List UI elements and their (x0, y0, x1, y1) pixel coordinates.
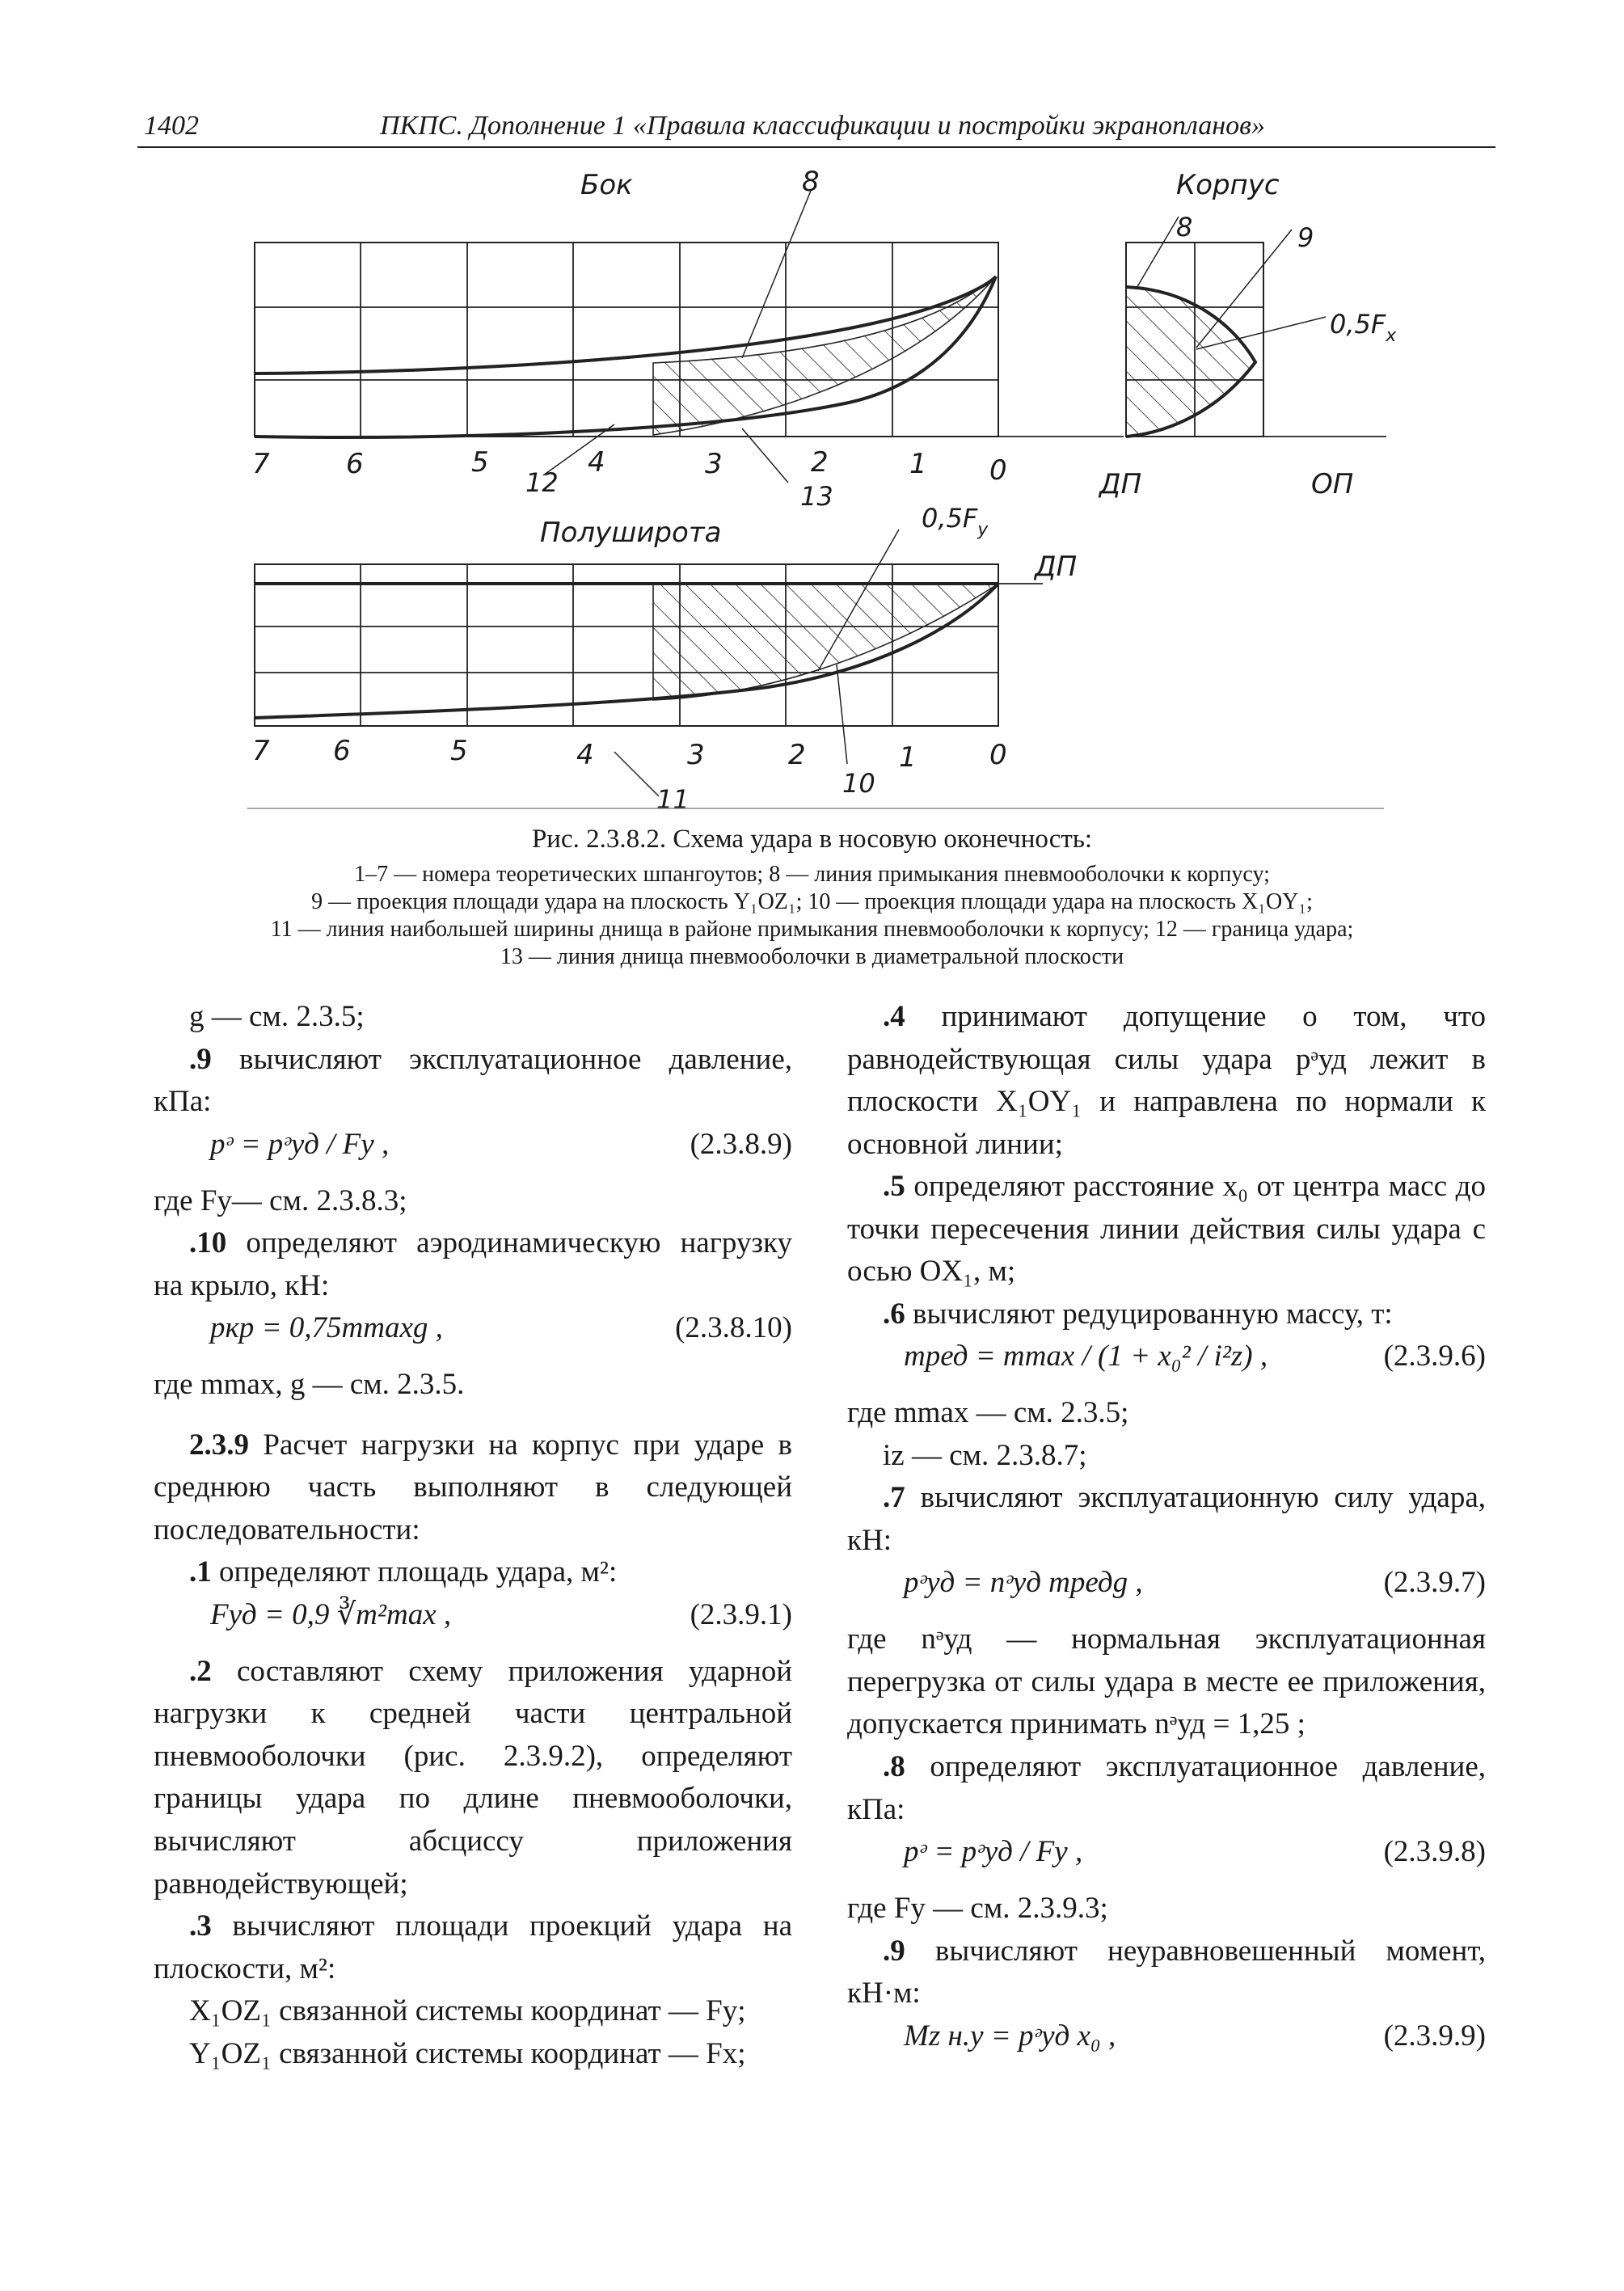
para: 2.3.9 Расчет нагрузки на корпус при ударе в среднюю часть выполняют в следующей последовательности: (154, 1428, 792, 1546)
label-dp-body: ДП (1099, 468, 1142, 500)
para: где Fy — см. 2.3.9.3; (847, 1892, 1108, 1926)
para: X₁OZ₁ связанной системы координат — Fy; (189, 1994, 746, 2028)
para: .10 определяют аэродинамическую нагрузку на крыло, кН: (154, 1226, 792, 1302)
page-number: 1402 (144, 111, 199, 141)
label-side-view: Бок (580, 169, 633, 201)
para: где mmax — см. 2.3.5; (847, 1396, 1129, 1430)
station-label: 1 (909, 448, 927, 480)
station-label: 6 (346, 448, 364, 480)
station-label: 3 (705, 448, 723, 480)
para: .3 вычисляют площади проекций удара на плоскости, м²: (154, 1909, 792, 1985)
para: .8 определяют эксплуатационное давление, кПа: (847, 1749, 1486, 1826)
callout-8-side: 8 (802, 166, 820, 198)
caption-line: 1–7 — номера теоретических шпангоутов; 8 — линия примыкания пневмооболочки к корпусу; (354, 862, 1270, 887)
body-view (1098, 169, 1397, 500)
equation: pкр = 0,75mmaxg , (2.3.8.10) (210, 1311, 792, 1345)
left-column (154, 996, 792, 2075)
label-half-breadth: Полуширота (540, 517, 722, 549)
para: где mmax, g — см. 2.3.5. (154, 1368, 465, 1402)
station-label: 1 (899, 741, 917, 774)
header-title: ПКПС. Дополнение 1 «Правила классификации и постройки экранопланов» (380, 111, 1265, 141)
equation: Fуд = 0,9 ∛m²max , (2.3.9.1) (210, 1597, 792, 1631)
label-op: ОП (1311, 468, 1354, 500)
para: где nᵊуд — нормальная эксплуатационная перегрузка от силы удара в месте ее приложения, допускается принимать nᵊуд = 1,25 ; (847, 1622, 1486, 1741)
para: .6 вычисляют редуцированную массу, т: (883, 1297, 1393, 1331)
caption-line: 11 — линия наибольшей ширины днища в районе примыкания пневмооболочки к корпусу; 12 — граница удара; (270, 917, 1354, 942)
equation: pᵊ = pᵊуд / Fy , (2.3.9.8) (904, 1835, 1486, 1869)
right-column (847, 996, 1486, 2072)
equation: mред = mmax / (1 + x₀² / i²z) , (2.3.9.6) (904, 1340, 1486, 1373)
callout-9: 9 (1297, 222, 1314, 253)
callout-11: 11 (656, 784, 690, 815)
station-label: 7 (252, 448, 270, 480)
para: .9 вычисляют неуравновешенный момент, кН·м: (847, 1934, 1486, 2010)
station-label: 5 (450, 735, 468, 767)
caption-line: 9 — проекция площади удара на плоскость Y₁OZ₁; 10 — проекция площади удара на плоскость X₁OY₁; (311, 889, 1313, 914)
equation: Mz н.у = pᵊуд x₀ , (2.3.9.9) (904, 2019, 1486, 2053)
para: .9 вычисляют эксплуатационное давление, кПа: (154, 1042, 792, 1119)
para: g — см. 2.3.5; (189, 1000, 365, 1033)
station-label: 7 (252, 735, 270, 767)
station-label: 3 (687, 739, 705, 771)
station-label: 4 (576, 739, 594, 771)
callout-fx: $0,5F_x$ (1330, 309, 1397, 346)
callout-10: 10 (842, 768, 875, 799)
callout-12: 12 (525, 467, 559, 498)
station-label: 2 (811, 446, 829, 479)
callout-13: 13 (800, 481, 833, 512)
caption-line: 13 — линия днища пневмооболочки в диаметральной плоскости (500, 944, 1124, 969)
half-breadth-view (252, 503, 1077, 815)
station-label: 0 (989, 739, 1007, 771)
callout-fy: $0,5F_y$ (922, 503, 989, 540)
station-label: 0 (989, 454, 1007, 487)
impact-scheme-figure (0, 0, 1624, 816)
para: .5 определяют расстояние x₀ от центра масс до точки пересечения линии действия силы удара с осью OX₁, м; (847, 1170, 1486, 1289)
figure-caption-title: Рис. 2.3.8.2. Схема удара в носовую оконечность: (531, 825, 1093, 854)
equation: pᵊ = pᵊуд / Fy , (2.3.8.9) (210, 1127, 792, 1161)
station-label: 6 (333, 735, 351, 767)
equation: pᵊуд = nᵊуд mредg , (2.3.9.7) (904, 1566, 1486, 1600)
para: iz — см. 2.3.8.7; (883, 1438, 1087, 1472)
para: .1 определяют площадь удара, м²: (189, 1555, 618, 1589)
side-view (252, 166, 1124, 512)
para: .4 принимают допущение о том, что равнодействующая силы удара pᵊуд лежит в плоскости X₁OY₁ и направлена по нормали к основной линии; (847, 1000, 1486, 1161)
para: Y₁OZ₁ связанной системы координат — Fx; (189, 2036, 746, 2070)
para: .2 составляют схему приложения ударной нагрузки к средней части центральной пневмооболочки (рис. 2.3.9.2), определяют границы удара по длине пневмооболочки, вычисляют абсциссу приложения равнодействующей; (154, 1654, 792, 1901)
station-label: 5 (471, 446, 489, 479)
station-label: 2 (788, 739, 806, 771)
callout-8-body: 8 (1176, 212, 1193, 243)
label-dp-half: ДП (1035, 551, 1078, 583)
label-body-view: Корпус (1176, 169, 1280, 201)
para: .7 вычисляют эксплуатационную силу удара, кН: (847, 1481, 1486, 1557)
para: где Fy— см. 2.3.8.3; (154, 1183, 407, 1217)
station-label: 4 (588, 446, 605, 479)
